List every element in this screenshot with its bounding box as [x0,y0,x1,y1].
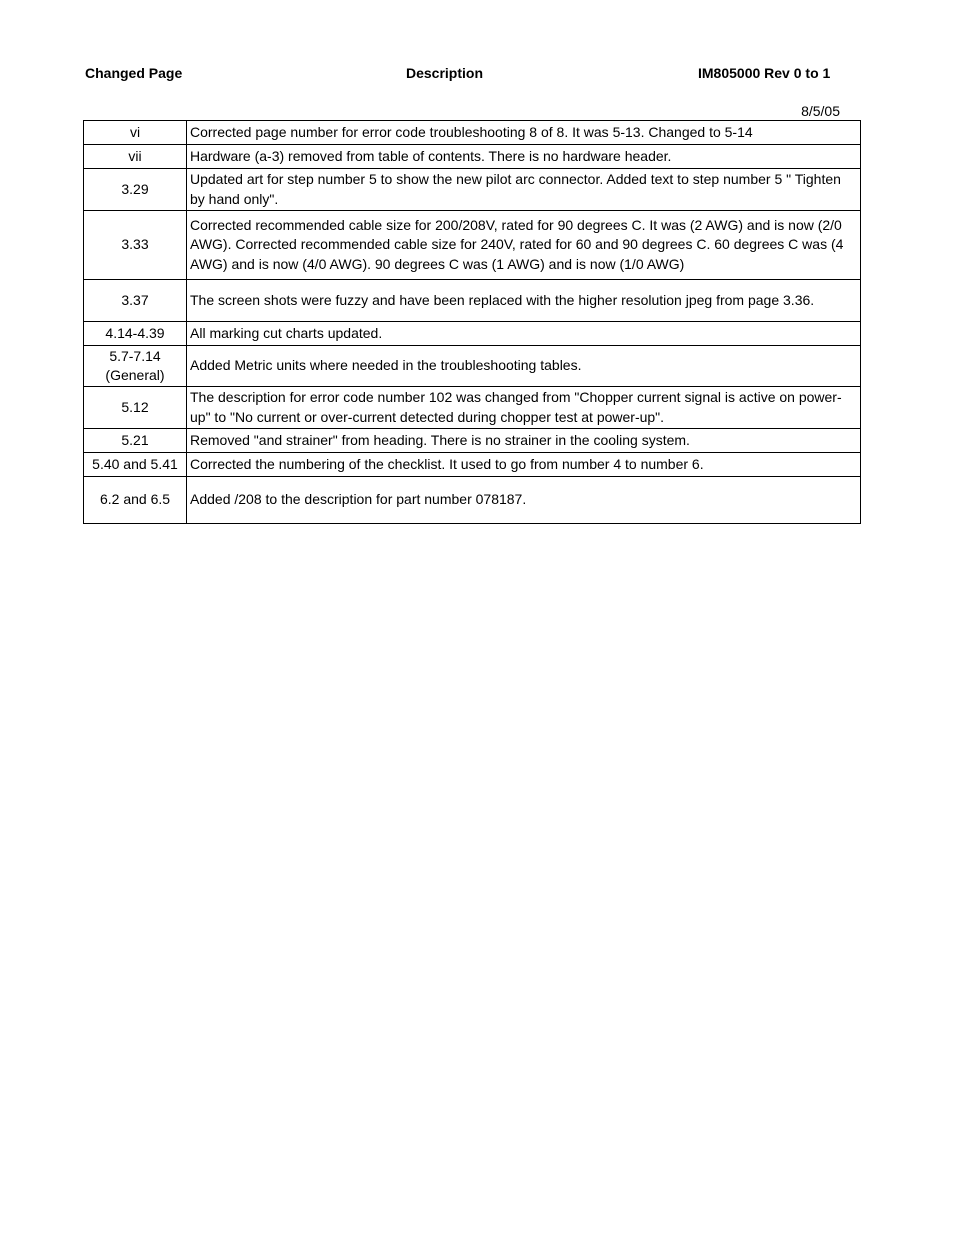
table-row [84,429,861,453]
description-cell: Hardware (a-3) removed from table of contents. There is no hardware header. [187,145,861,169]
table-row [84,346,861,387]
description-cell: Corrected page number for error code troubleshooting 8 of 8. It was 5-13. Changed to 5-14 [187,121,861,145]
revision-date: 8/5/05 [801,103,840,119]
table-row [84,477,861,524]
changed-page-cell: 4.14-4.39 [84,322,187,346]
table-row [84,211,861,280]
description-cell: Added /208 to the description for part number 078187. [187,477,861,524]
table-row [84,387,861,429]
table-row [84,280,861,322]
changed-page-cell: vi [84,121,187,145]
document-revision: IM805000 Rev 0 to 1 [698,65,831,81]
changed-page-cell: 3.29 [84,169,187,211]
table-row [84,453,861,477]
description-column-header: Description [406,65,484,81]
changed-page-cell: 5.21 [84,429,187,453]
description-cell: Corrected recommended cable size for 200/208V, rated for 90 degrees C. It was (2 AWG) and is now (2/0 AWG). Corrected recommended cable size for 240V, rated for 60 and 90 degrees C. 60 degrees C was (4 AWG) and is now (4/0 AWG). 90 degrees C was (1 AWG) and is now (1/0 AWG) [187,211,861,280]
description-cell: Added Metric units where needed in the troubleshooting tables. [187,346,861,387]
changed-page-cell: 3.33 [84,211,187,280]
description-cell: Removed "and strainer" from heading. There is no strainer in the cooling system. [187,429,861,453]
table-row [84,145,861,169]
changed-page-cell: 5.12 [84,387,187,429]
table-row [84,169,861,211]
changed-page-cell: 6.2 and 6.5 [84,477,187,524]
table-row [84,121,861,145]
description-cell: All marking cut charts updated. [187,322,861,346]
changed-page-cell: vii [84,145,187,169]
table-row [84,322,861,346]
description-cell: Corrected the numbering of the checklist. It used to go from number 4 to number 6. [187,453,861,477]
revision-log-table [83,120,861,524]
description-cell: Updated art for step number 5 to show the new pilot arc connector. Added text to step number 5 " Tighten by hand only". [187,169,861,211]
description-cell: The description for error code number 102 was changed from "Chopper current signal is active on power-up" to "No current or over-current detected during chopper test at power-up". [187,387,861,429]
changed-page-cell: 3.37 [84,280,187,322]
description-cell: The screen shots were fuzzy and have been replaced with the higher resolution jpeg from page 3.36. [187,280,861,322]
changed-page-column-header: Changed Page [85,65,183,81]
changed-page-cell: 5.40 and 5.41 [84,453,187,477]
changed-page-cell: 5.7-7.14 (General) [84,346,187,387]
